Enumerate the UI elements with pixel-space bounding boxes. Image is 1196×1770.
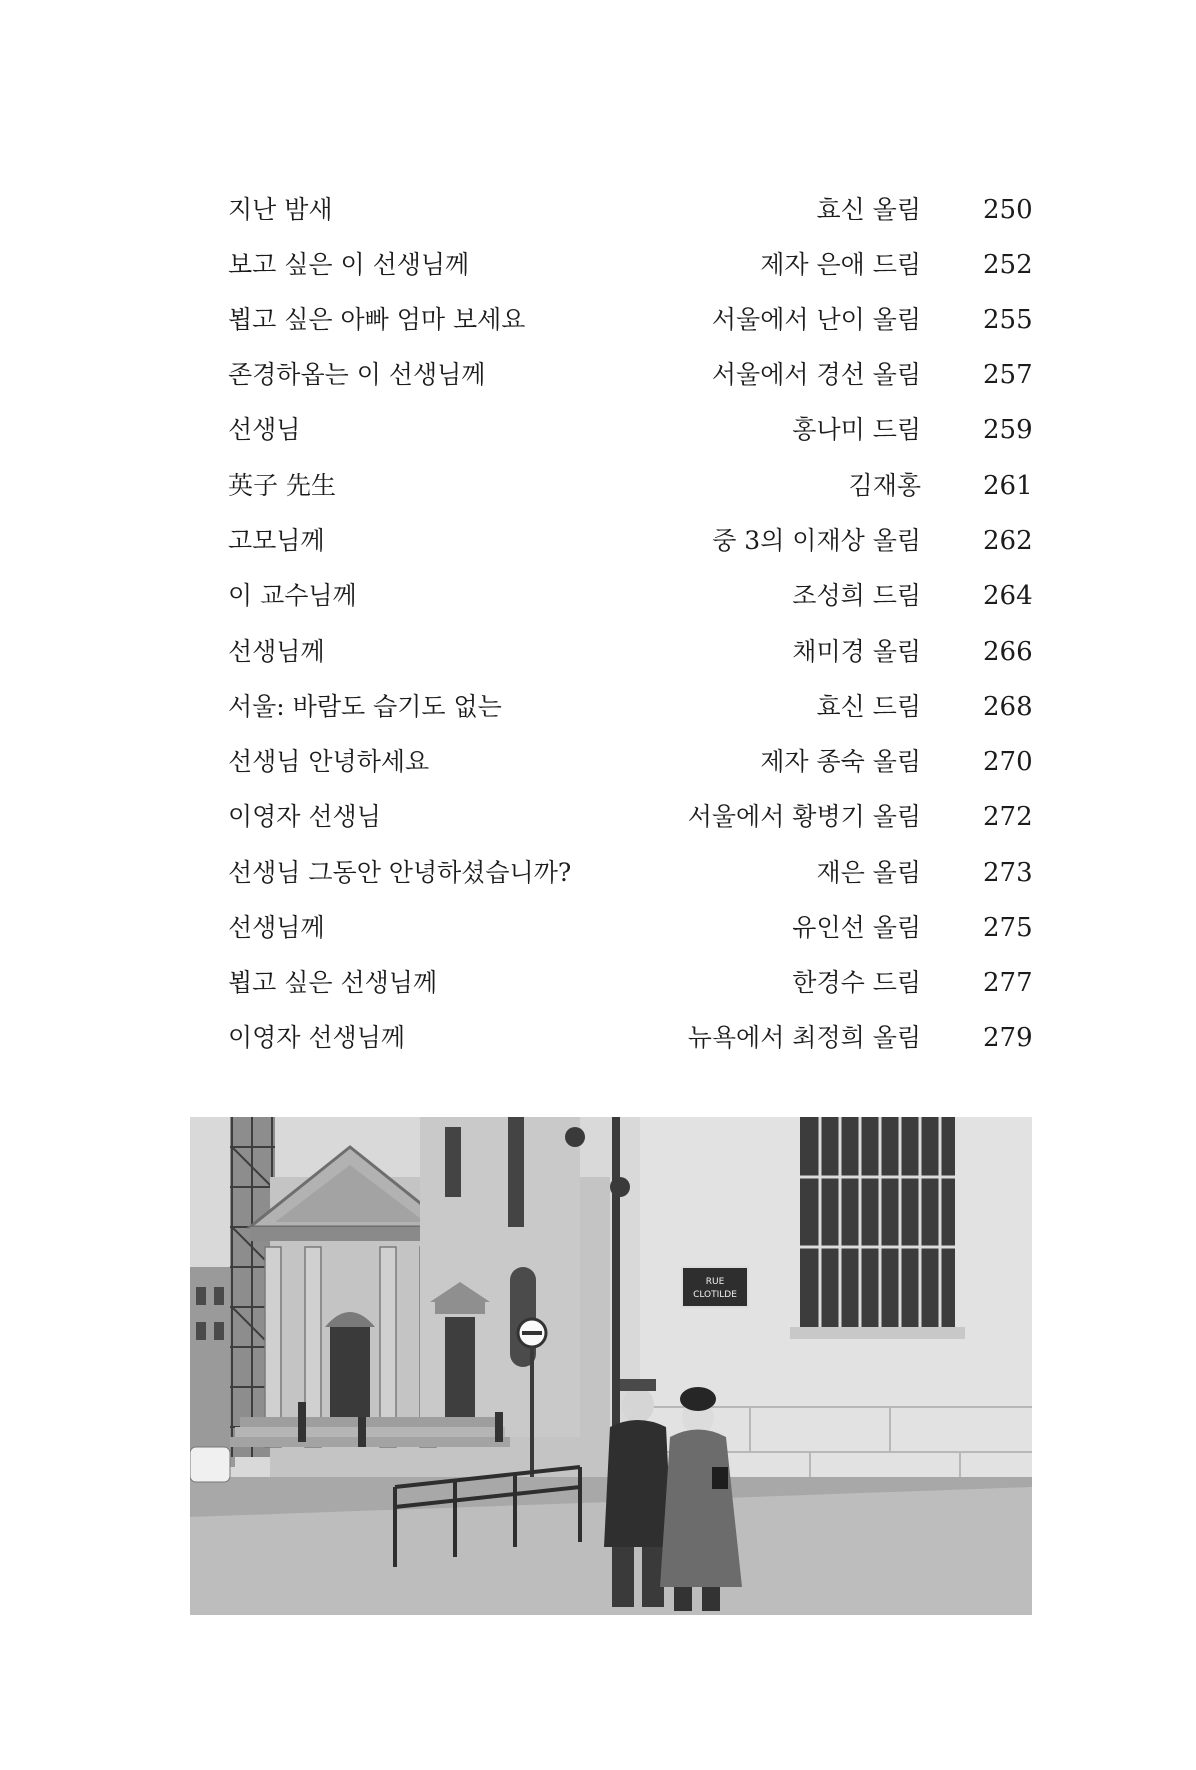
toc-entry-author: 서울에서 황병기 올림	[687, 802, 921, 831]
toc-entry-title: 선생님께	[228, 637, 325, 666]
toc-entry-title: 보고 싶은 이 선생님께	[228, 250, 470, 279]
toc-entry	[0, 300, 1196, 340]
toc-entry-author: 홍나미 드림	[792, 415, 921, 444]
toc-entry-page: 273	[983, 858, 1033, 888]
toc-entry-page: 257	[983, 360, 1033, 390]
toc-entry-title: 지난 밤새	[228, 195, 333, 224]
street-sign-text: RUE	[705, 1277, 725, 1287]
toc-entry	[0, 245, 1196, 285]
toc-entry-author: 효신 드림	[816, 692, 921, 721]
toc-entry-page: 262	[983, 526, 1033, 556]
toc-entry	[0, 466, 1196, 506]
toc-entry-author: 서울에서 경선 올림	[711, 360, 921, 389]
street-photograph	[190, 1117, 1032, 1615]
toc-entry-title: 고모님께	[228, 526, 325, 555]
toc-entry-page: 250	[983, 195, 1033, 225]
toc-entry	[0, 355, 1196, 395]
toc-entry	[0, 632, 1196, 672]
toc-entry-author: 제자 은애 드림	[760, 250, 921, 279]
toc-entry	[0, 521, 1196, 561]
toc-entry-author: 제자 종숙 올림	[760, 747, 921, 776]
toc-entry-author: 서울에서 난이 올림	[711, 305, 921, 334]
toc-entry-page: 268	[983, 692, 1033, 722]
toc-entry-author: 효신 올림	[816, 195, 921, 224]
toc-entry	[0, 963, 1196, 1003]
toc-entry-page: 266	[983, 637, 1033, 667]
toc-entry-title: 선생님 안녕하세요	[228, 747, 430, 776]
toc-entry-title: 존경하옵는 이 선생님께	[228, 360, 486, 389]
toc-entry-page: 279	[983, 1023, 1033, 1053]
toc-entry-title: 뵙고 싶은 선생님께	[228, 968, 438, 997]
toc-entry	[0, 853, 1196, 893]
toc-entry-page: 261	[983, 471, 1033, 501]
toc-entry-title: 뵙고 싶은 아빠 엄마 보세요	[228, 305, 526, 334]
toc-entry-author: 김재홍	[848, 471, 921, 500]
toc-entry-title: 선생님께	[228, 913, 325, 942]
toc-entry	[0, 1018, 1196, 1058]
toc-entry-title: 이영자 선생님께	[228, 1023, 405, 1052]
toc-entry-author: 중 3의 이재상 올림	[712, 526, 921, 555]
toc-entry-title: 英子 先生	[228, 471, 336, 500]
toc-entry	[0, 797, 1196, 837]
toc-entry-title: 이영자 선생님	[228, 802, 381, 831]
svg-text:CLOTILDE: CLOTILDE	[693, 1290, 737, 1300]
toc-entry-page: 277	[983, 968, 1033, 998]
toc-entry-page: 259	[983, 415, 1033, 445]
toc-entry-author: 재은 올림	[816, 858, 921, 887]
toc-entry	[0, 410, 1196, 450]
toc-entry-author: 한경수 드림	[792, 968, 921, 997]
toc-entry	[0, 687, 1196, 727]
toc-entry-page: 255	[983, 305, 1033, 335]
toc-entry-author: 조성희 드림	[792, 581, 921, 610]
toc-entry	[0, 576, 1196, 616]
toc-entry-page: 252	[983, 250, 1033, 280]
toc-entry-page: 272	[983, 802, 1033, 832]
toc-entry	[0, 190, 1196, 230]
toc-entry	[0, 908, 1196, 948]
toc-entry-page: 275	[983, 913, 1033, 943]
toc-entry-title: 선생님	[228, 415, 301, 444]
toc-entry	[0, 742, 1196, 782]
toc-entry-title: 선생님 그동안 안녕하셨습니까?	[228, 858, 572, 887]
toc-entry-author: 유인선 올림	[792, 913, 921, 942]
toc-entry-page: 270	[983, 747, 1033, 777]
toc-entry-title: 서울: 바람도 습기도 없는	[228, 692, 502, 721]
toc-entry-author: 채미경 올림	[792, 637, 921, 666]
toc-entry-author: 뉴욕에서 최정희 올림	[687, 1023, 921, 1052]
toc-entry-title: 이 교수님께	[228, 581, 357, 610]
toc-entry-page: 264	[983, 581, 1033, 611]
